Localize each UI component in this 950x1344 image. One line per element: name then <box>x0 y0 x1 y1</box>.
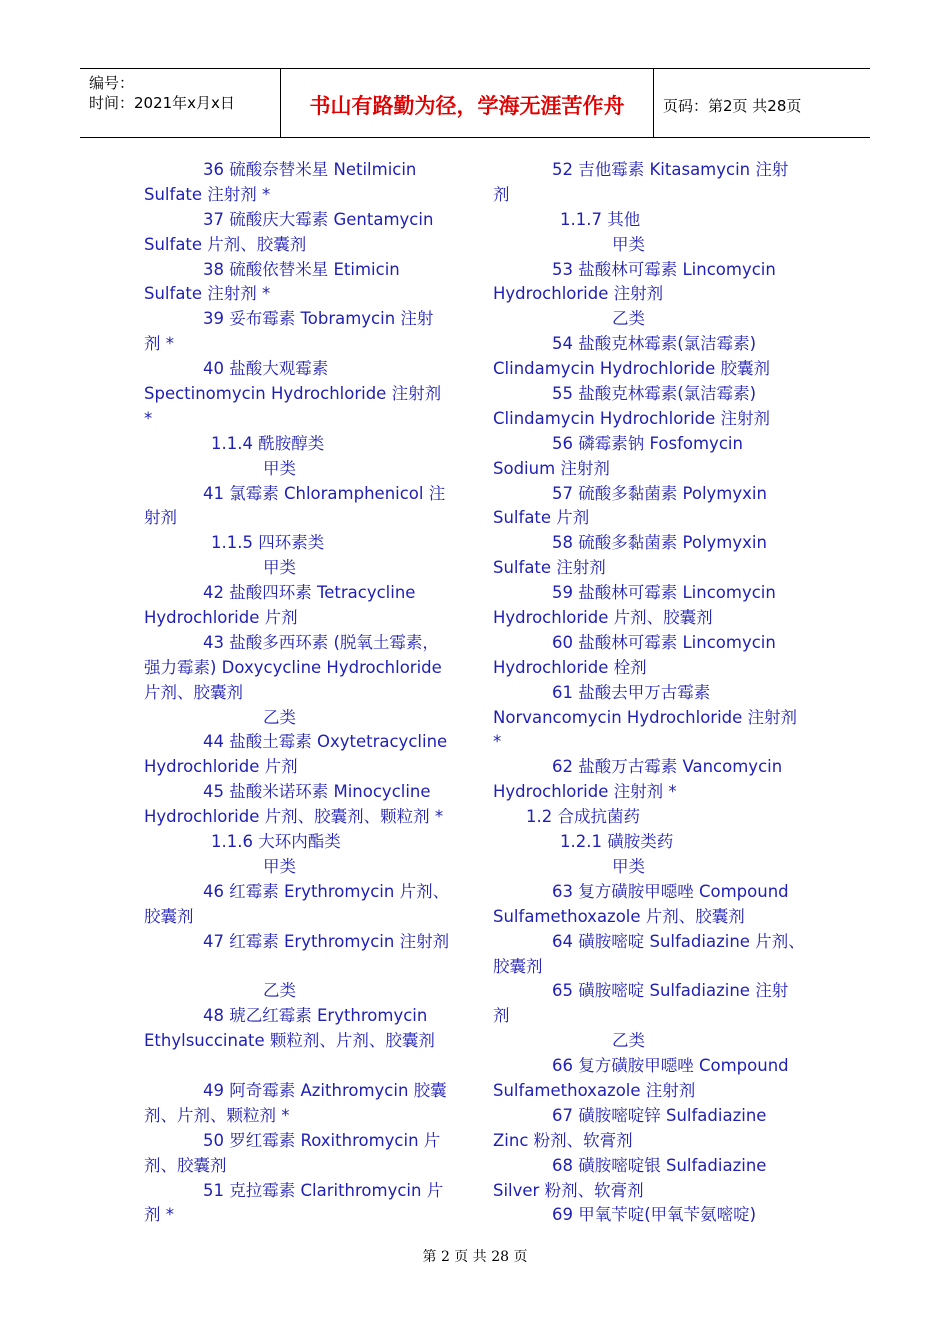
text-line: Sulfate 注射剂 <box>493 558 606 578</box>
text-line: Sulfate 片剂 <box>493 508 590 528</box>
text-line: 54 盐酸克林霉素(氯洁霉素) <box>552 334 757 354</box>
text-line: 强力霉素) Doxycycline Hydrochloride <box>144 657 442 677</box>
text-line: 乙类 <box>612 1031 645 1051</box>
text-line: Hydrochloride 注射剂 <box>493 284 664 304</box>
text-line: 胶囊剂 <box>493 956 543 976</box>
text-line: Sulfamethoxazole 片剂、胶囊剂 <box>493 906 745 926</box>
text-line: 49 阿奇霉素 Azithromycin 胶囊 <box>203 1080 447 1100</box>
text-line: 剂 * <box>144 1205 174 1225</box>
text-line: 47 红霉素 Erythromycin 注射剂 <box>203 931 450 951</box>
text-line: * <box>144 408 153 428</box>
text-line: 37 硫酸庆大霉素 Gentamycin <box>203 209 434 229</box>
text-line: 51 克拉霉素 Clarithromycin 片 <box>203 1180 444 1200</box>
text-line: Sulfate 注射剂 * <box>144 184 271 204</box>
right-column <box>493 158 809 1228</box>
text-line: 58 硫酸多黏菌素 Polymyxin <box>552 533 767 553</box>
text-line: * <box>493 732 502 752</box>
text-line: Hydrochloride 栓剂 <box>493 657 647 677</box>
text-line: 剂、片剂、颗粒剂 * <box>144 1105 290 1125</box>
text-line: 剂、胶囊剂 <box>144 1155 227 1175</box>
text-line: 62 盐酸万古霉素 Vancomycin <box>552 757 783 777</box>
text-line: 甲类 <box>263 856 296 876</box>
text-line: 剂 * <box>144 334 174 354</box>
text-line <box>144 1054 460 1079</box>
text-line: 69 甲氧苄啶(甲氧苄氨嘧啶) <box>552 1205 757 1225</box>
header-page-label: 页码：第2页 共28页 <box>663 96 802 115</box>
text-line: 剂 <box>493 1006 510 1026</box>
number-label: 编号： <box>89 74 135 92</box>
text-line: 63 复方磺胺甲噁唑 Compound <box>552 881 789 901</box>
text-line: 55 盐酸克林霉素(氯洁霉素) <box>552 384 757 404</box>
text-line: Hydrochloride 注射剂 * <box>493 782 677 802</box>
text-line: Sulfate 片剂、胶囊剂 <box>144 234 307 254</box>
text-line: 65 磺胺嘧啶 Sulfadiazine 注射 <box>552 981 789 1001</box>
text-line: 甲类 <box>263 558 296 578</box>
text-line: Spectinomycin Hydrochloride 注射剂 <box>144 384 442 404</box>
text-line: 45 盐酸米诺环素 Minocycline <box>203 782 431 802</box>
text-line: Sodium 注射剂 <box>493 458 610 478</box>
text-line: 52 吉他霉素 Kitasamycin 注射 <box>552 160 789 179</box>
text-line: 1.1.7 其他 <box>560 209 641 229</box>
left-column <box>144 158 460 1228</box>
text-line: 39 妥布霉素 Tobramycin 注射 <box>203 309 434 329</box>
text-line: Sulfamethoxazole 注射剂 <box>493 1080 696 1100</box>
text-line: 乙类 <box>263 981 296 1001</box>
text-line: 57 硫酸多黏菌素 Polymyxin <box>552 483 767 503</box>
text-line: 36 硫酸奈替米星 Netilmicin <box>203 160 417 179</box>
text-line: Ethylsuccinate 颗粒剂、片剂、胶囊剂 <box>144 1031 435 1051</box>
text-line: 42 盐酸四环素 Tetracycline <box>203 583 416 603</box>
text-line: 41 氯霉素 Chloramphenicol 注 <box>203 483 446 503</box>
text-line: 68 磺胺嘧啶银 Sulfadiazine <box>552 1155 767 1175</box>
text-line: 剂 <box>493 184 510 204</box>
text-line: 射剂 <box>144 508 177 528</box>
page-footer: 第 2 页 共 28 页 <box>422 1249 528 1265</box>
text-line: 59 盐酸林可霉素 Lincomycin <box>552 583 776 603</box>
text-line: 胶囊剂 <box>144 906 194 926</box>
text-line: 甲类 <box>612 856 645 876</box>
text-line: Hydrochloride 片剂 <box>144 757 298 777</box>
text-line: 1.2.1 磺胺类药 <box>560 832 674 852</box>
text-line: 56 磷霉素钠 Fosfomycin <box>552 433 743 453</box>
text-line: 乙类 <box>612 309 645 329</box>
text-line: 61 盐酸去甲万古霉素 <box>552 682 711 702</box>
text-line: 46 红霉素 Erythromycin 片剂、 <box>203 881 450 901</box>
text-line: 1.1.6 大环内酯类 <box>211 832 341 852</box>
text-line: 60 盐酸林可霉素 Lincomycin <box>552 632 776 652</box>
text-line: 50 罗红霉素 Roxithromycin 片 <box>203 1130 441 1150</box>
text-line: 38 硫酸依替米星 Etimicin <box>203 259 400 279</box>
header-motto: 书山有路勤为径，学海无涯苦作舟 <box>281 69 654 137</box>
text-line: 53 盐酸林可霉素 Lincomycin <box>552 259 776 279</box>
text-line: Sulfate 注射剂 * <box>144 284 271 304</box>
text-line: 48 琥乙红霉素 Erythromycin <box>203 1006 428 1026</box>
text-line: Hydrochloride 片剂 <box>144 608 298 628</box>
text-line: 43 盐酸多西环素 (脱氧土霉素， <box>203 632 439 652</box>
text-line: Hydrochloride 片剂、胶囊剂、颗粒剂 * <box>144 807 444 827</box>
text-line: 44 盐酸土霉素 Oxytetracycline <box>203 732 448 752</box>
text-line: 1.2 合成抗菌药 <box>526 807 640 827</box>
text-line: 1.1.5 四环素类 <box>211 533 325 553</box>
text-line: 乙类 <box>263 707 296 727</box>
text-line: Norvancomycin Hydrochloride 注射剂 <box>493 707 798 727</box>
text-line: Zinc 粉剂、软膏剂 <box>493 1130 633 1150</box>
page-header <box>80 68 870 138</box>
text-line: 64 磺胺嘧啶 Sulfadiazine 片剂、 <box>552 931 805 951</box>
time-label: 时间：2021年x月x日 <box>89 94 235 112</box>
text-line: 66 复方磺胺甲噁唑 Compound <box>552 1056 789 1076</box>
text-line: 片剂、胶囊剂 <box>144 682 243 702</box>
text-line <box>144 955 460 980</box>
text-line: 67 磺胺嘧啶锌 Sulfadiazine <box>552 1105 767 1125</box>
header-meta-cell <box>80 69 281 137</box>
text-line: Hydrochloride 片剂、胶囊剂 <box>493 608 713 628</box>
text-line: 1.1.4 酰胺醇类 <box>211 433 325 453</box>
text-line: Silver 粉剂、软膏剂 <box>493 1180 644 1200</box>
text-line: Clindamycin Hydrochloride 注射剂 <box>493 408 771 428</box>
text-line: Clindamycin Hydrochloride 胶囊剂 <box>493 359 771 379</box>
text-line: 40 盐酸大观霉素 <box>203 359 329 379</box>
text-line: 甲类 <box>263 458 296 478</box>
text-line: 甲类 <box>612 234 645 254</box>
